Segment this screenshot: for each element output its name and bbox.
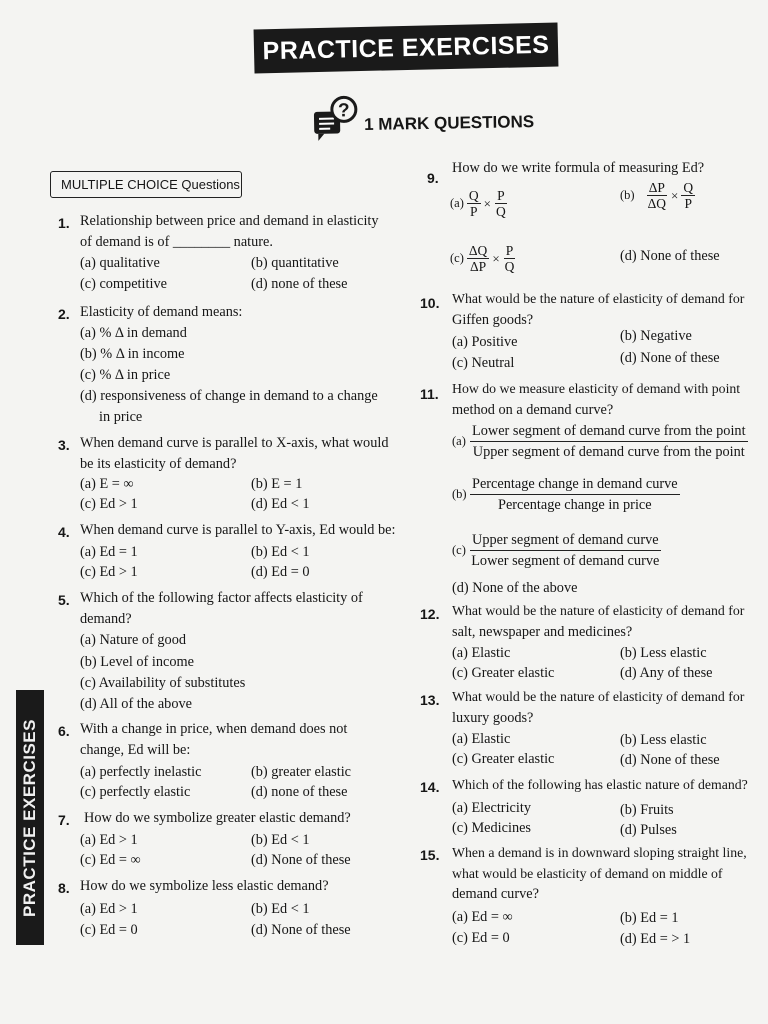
option-a: (a) E = ∞: [80, 476, 134, 492]
fraction: $\frac{Q}{P}$: [468, 188, 479, 219]
option-c: (c) Availability of substitutes: [80, 675, 246, 691]
page-banner: PRACTICE EXERCISES: [254, 23, 559, 74]
option-b: (b) Negative: [620, 328, 692, 344]
option-a: (a) Elastic: [452, 731, 511, 747]
option-b: (b) E = 1: [251, 476, 303, 492]
question-number: 9.: [427, 170, 439, 186]
svg-text:?: ?: [337, 100, 350, 122]
option-d: (d) responsiveness of change in demand to a change: [80, 388, 378, 404]
option-c: (c) competitive: [80, 276, 167, 292]
fraction: $\frac{P}{Q}$: [495, 188, 506, 219]
option-a: (a) Ed = 1: [80, 544, 138, 560]
question-text: How do we symbolize greater elastic demand?: [84, 810, 351, 826]
question-number: 2.: [58, 306, 70, 322]
question-number: 1.: [58, 215, 70, 231]
option-b: (b) Fruits: [620, 802, 674, 818]
section-title: 1 MARK QUESTIONS: [363, 112, 535, 135]
option-b: (b) Ed < 1: [251, 832, 310, 848]
question-number: 8.: [58, 880, 70, 896]
times-sign: ×: [671, 187, 679, 203]
question-number: 12.: [420, 606, 440, 622]
mcq-label: MULTIPLE CHOICE Questions: [50, 171, 242, 198]
fraction: $\frac{P}{Q}$: [504, 243, 515, 274]
question-number: 11.: [420, 386, 439, 402]
question-text: of demand is of ________ nature.: [80, 234, 273, 250]
option-a: (a) Ed = ∞: [452, 909, 513, 925]
option-d: (d) Ed = 0: [251, 564, 310, 580]
side-tab: [16, 690, 44, 945]
option-d: (d) None of these: [251, 922, 351, 938]
option-d: (d) None of these: [620, 248, 720, 264]
question-text: demand curve?: [452, 886, 539, 902]
question-text: What would be the nature of elasticity of demand for: [452, 603, 745, 618]
option-b: (b) Ed < 1: [251, 901, 310, 917]
option-c: (c) Ed > 1: [80, 564, 138, 580]
option-d: (d) None of these: [251, 852, 351, 868]
question-number: 5.: [58, 592, 70, 608]
question-text: How do we measure elasticity of demand with point: [452, 381, 741, 396]
option-c: [450, 243, 516, 274]
section-heading: [312, 92, 535, 142]
option-a: (a) Ed > 1: [80, 832, 138, 848]
question-text: How do we write formula of measuring Ed?: [452, 160, 705, 176]
times-sign: ×: [492, 250, 500, 266]
question-number: 15.: [420, 847, 440, 863]
question-number: 6.: [58, 723, 70, 739]
option-d: (d) None of these: [620, 350, 720, 366]
fraction-denominator: Upper segment of demand curve from the point: [472, 444, 745, 460]
option-c: (c) Greater elastic: [452, 665, 555, 681]
question-text: luxury goods?: [452, 710, 534, 726]
option-b: (b) Ed = 1: [620, 910, 679, 926]
option-d: (d) none of these: [251, 276, 348, 292]
question-text: When demand curve is parallel to X-axis, what would: [80, 435, 389, 451]
option-d-cont: in price: [99, 409, 143, 425]
question-text: What would be the nature of elasticity of demand for: [452, 689, 745, 704]
fraction-numerator: Percentage change in demand curve: [470, 474, 680, 495]
option-label: (c): [452, 543, 466, 557]
option-c: (c) Ed = 0: [80, 922, 138, 938]
question-text: Elasticity of demand means:: [80, 304, 243, 320]
question-text: change, Ed will be:: [80, 742, 191, 758]
fraction: $\frac{\Delta P}{\Delta Q}$: [647, 180, 667, 211]
option-a: (a) qualitative: [80, 255, 160, 271]
times-sign: ×: [483, 195, 491, 211]
option-a: (a) Positive: [452, 334, 518, 350]
option-label: (b): [452, 487, 467, 501]
question-text: demand?: [80, 611, 132, 627]
question-text: How do we symbolize less elastic demand?: [80, 878, 329, 894]
option-a: (a) Ed > 1: [80, 901, 138, 917]
option-d: (d) None of these: [620, 752, 720, 768]
question-number: 13.: [420, 692, 440, 708]
option-a: (a) perfectly inelastic: [80, 764, 202, 780]
question-number: 14.: [420, 779, 440, 795]
option-d: (d) none of these: [251, 784, 348, 800]
question-text: What would be the nature of elasticity of demand for: [452, 291, 745, 306]
question-number: 3.: [58, 437, 70, 453]
option-label: (a): [450, 196, 464, 210]
question-number: 4.: [58, 524, 70, 540]
option-d: (d) Ed < 1: [251, 496, 310, 512]
option-c: (c) Ed = ∞: [80, 852, 141, 868]
option-c: (c) % Δ in price: [80, 367, 171, 383]
option-d: (d) Pulses: [620, 822, 677, 838]
option-a: (a) Electricity: [452, 800, 531, 816]
question-number: 7.: [58, 812, 70, 828]
question-text: Which of the following factor affects elasticity of: [80, 590, 363, 606]
option-b: (b) quantitative: [251, 255, 339, 271]
question-text: With a change in price, when demand does not: [80, 721, 348, 737]
question-text: Which of the following has elastic nature of demand?: [452, 777, 748, 792]
question-text: salt, newspaper and medicines?: [452, 624, 633, 640]
option-b: (b) Less elastic: [620, 645, 707, 661]
fraction: $\frac{Q}{P}$: [683, 180, 694, 211]
option-b: (b) Ed < 1: [251, 544, 310, 560]
option-c: (c) Neutral: [452, 355, 515, 371]
question-text: what would be elasticity of demand on middle of: [452, 866, 723, 881]
option-c: (c) Medicines: [452, 820, 531, 836]
option-b: (b) % Δ in income: [80, 346, 185, 362]
option-a-fraction: [470, 421, 748, 462]
question-text: When demand curve is parallel to Y-axis, Ed would be:: [80, 522, 396, 538]
option-d: (d) Ed = > 1: [620, 931, 691, 947]
question-text: When a demand is in downward sloping straight line,: [452, 845, 747, 860]
option-c: (c) Ed > 1: [80, 496, 138, 512]
side-tab-label: PRACTICE EXERCISES: [20, 718, 39, 917]
option-a: [450, 188, 508, 219]
option-b: (b) Less elastic: [620, 732, 707, 748]
option-b-fraction: [470, 474, 680, 515]
fraction-numerator: Upper segment of demand curve: [470, 530, 661, 551]
option-b: [620, 180, 695, 211]
option-label: (c): [450, 251, 464, 265]
option-a: (a) Nature of good: [80, 632, 186, 648]
fraction-numerator: Lower segment of demand curve from the point: [470, 421, 748, 442]
question-text: Relationship between price and demand in elasticity: [80, 213, 379, 229]
question-text: Giffen goods?: [452, 312, 534, 328]
option-d: (d) All of the above: [80, 696, 192, 712]
option-c-fraction: [470, 530, 661, 571]
option-c: (c) Ed = 0: [452, 930, 510, 946]
option-d: (d) None of the above: [452, 580, 578, 596]
question-text: be its elasticity of demand?: [80, 456, 237, 472]
option-b: (b) Level of income: [80, 654, 194, 670]
option-c: (c) Greater elastic: [452, 751, 555, 767]
fraction-denominator: Lower segment of demand curve: [471, 553, 660, 569]
option-c: (c) perfectly elastic: [80, 784, 191, 800]
option-label: (a): [452, 434, 466, 448]
option-label: (b): [620, 188, 635, 202]
option-a: (a) % Δ in demand: [80, 325, 187, 341]
question-number: 10.: [420, 295, 440, 311]
option-b: (b) greater elastic: [251, 764, 352, 780]
fraction: $\frac{\Delta Q}{\Delta P}$: [468, 243, 488, 274]
question-chat-icon: [312, 95, 359, 142]
question-text: method on a demand curve?: [452, 402, 614, 418]
fraction-denominator: Percentage change in price: [498, 497, 652, 513]
option-a: (a) Elastic: [452, 645, 511, 661]
option-d: (d) Any of these: [620, 665, 713, 681]
